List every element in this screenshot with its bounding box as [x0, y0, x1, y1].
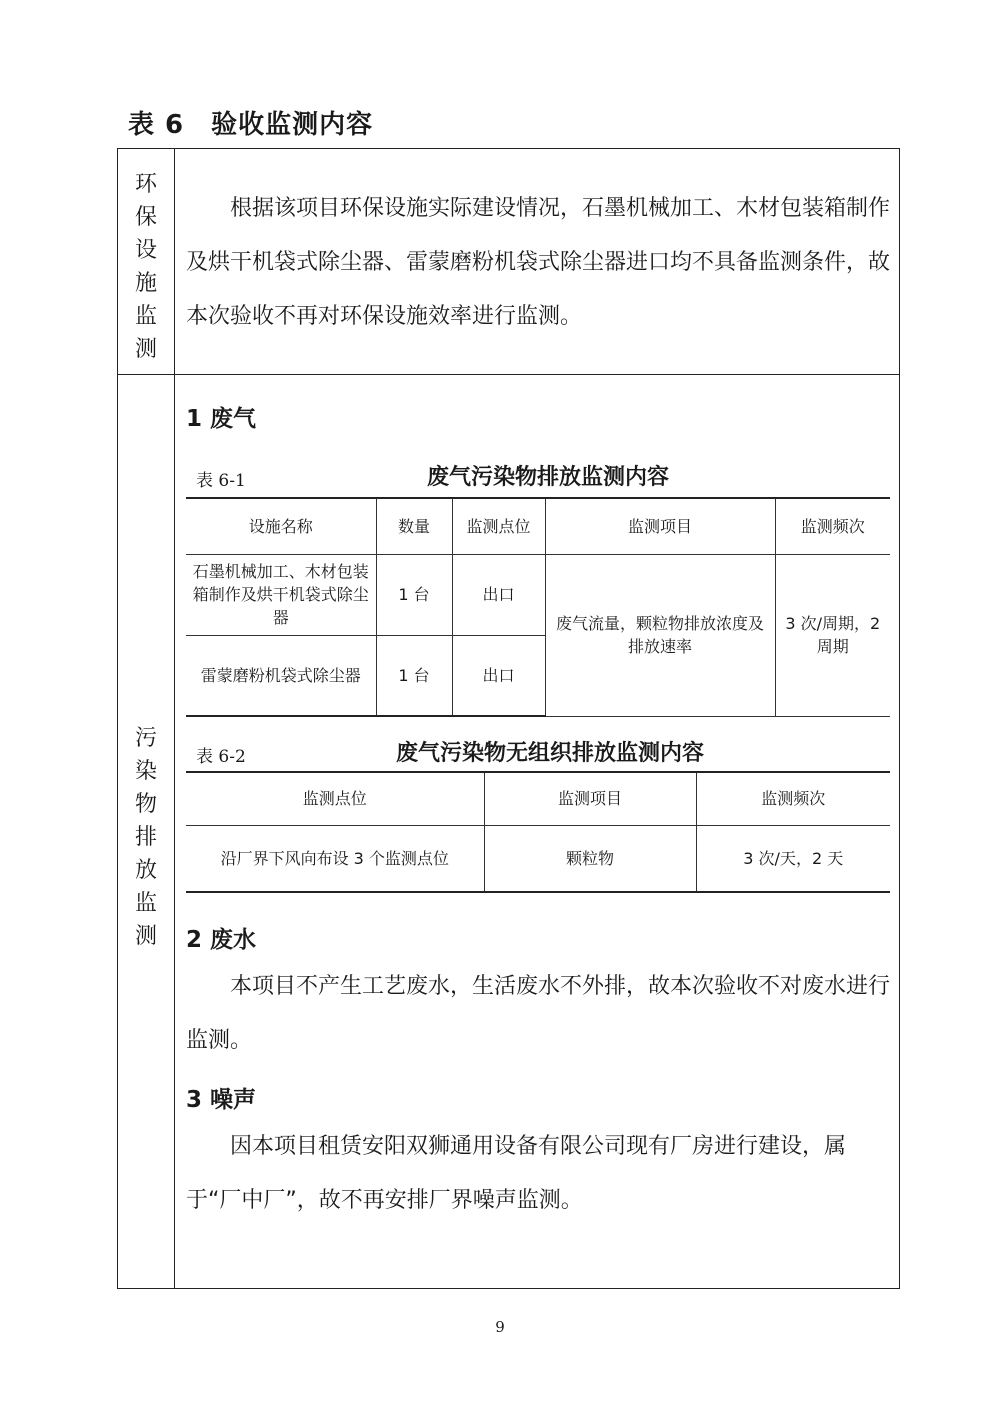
table-row — [186, 554, 890, 635]
header-cell: 监测点位 — [452, 498, 545, 554]
table-6-2-title: 废气污染物无组织排放监测内容 — [395, 741, 704, 766]
table-header-row — [186, 772, 890, 825]
point-cell: 出口 — [452, 635, 545, 716]
noise-text: 因本项目租赁安阳双狮通用设备有限公司现有厂房进行建设，属于“厂中厂”，故不再安排厂界噪声监测。 — [186, 1134, 847, 1213]
noise-heading: 3 噪声 — [186, 1087, 257, 1113]
header-cell: 监测频次 — [775, 498, 890, 554]
frequency-cell: 3 次/天，2 天 — [696, 825, 890, 892]
facility-monitoring-label: 环保设施监测 — [134, 172, 157, 362]
facility-name-cell: 石墨机械加工、木材包装箱制作及烘干机袋式除尘器 — [186, 554, 376, 635]
quantity-cell: 1 台 — [376, 554, 452, 635]
row-divider — [117, 374, 900, 375]
waste-gas-emission-table — [186, 497, 890, 717]
header-cell: 监测项目 — [545, 498, 775, 554]
pollutant-monitoring-label: 污染物排放监测 — [134, 726, 157, 949]
table-6-1-number: 表 6-1 — [196, 471, 246, 491]
quantity-cell: 1 台 — [376, 635, 452, 716]
waste-water-text: 本项目不产生工艺废水，生活废水不外排，故本次验收不对废水进行监测。 — [186, 974, 891, 1053]
table-6-1-title: 废气污染物排放监测内容 — [426, 465, 669, 490]
facility-name-cell: 雷蒙磨粉机袋式除尘器 — [186, 635, 376, 716]
table-header-row — [186, 498, 890, 554]
point-cell: 沿厂界下风向布设 3 个监测点位 — [186, 825, 484, 892]
page-title: 表 6 验收监测内容 — [128, 110, 374, 140]
column-divider — [174, 148, 175, 1289]
header-cell: 监测频次 — [696, 772, 890, 825]
point-cell: 出口 — [452, 554, 545, 635]
monitoring-item-cell: 颗粒物 — [484, 825, 696, 892]
monitoring-item-cell: 废气流量，颗粒物排放浓度及排放速率 — [545, 554, 775, 716]
header-cell: 监测项目 — [484, 772, 696, 825]
page-number: 9 — [495, 1318, 505, 1336]
header-cell: 数量 — [376, 498, 452, 554]
frequency-cell: 3 次/周期，2 周期 — [775, 554, 890, 716]
waste-gas-heading: 1 废气 — [186, 406, 257, 432]
table-6-2-number: 表 6-2 — [196, 747, 246, 767]
header-cell: 设施名称 — [186, 498, 376, 554]
facility-monitoring-text: 根据该项目环保设施实际建设情况，石墨机械加工、木材包装箱制作及烘干机袋式除尘器、雷蒙磨粉机袋式除尘器进口均不具备监测条件，故本次验收不再对环保设施效率进行监测。 — [186, 196, 891, 329]
waste-water-heading: 2 废水 — [186, 927, 257, 953]
fugitive-emission-table — [186, 771, 890, 893]
header-cell: 监测点位 — [186, 772, 484, 825]
table-row — [186, 825, 890, 892]
